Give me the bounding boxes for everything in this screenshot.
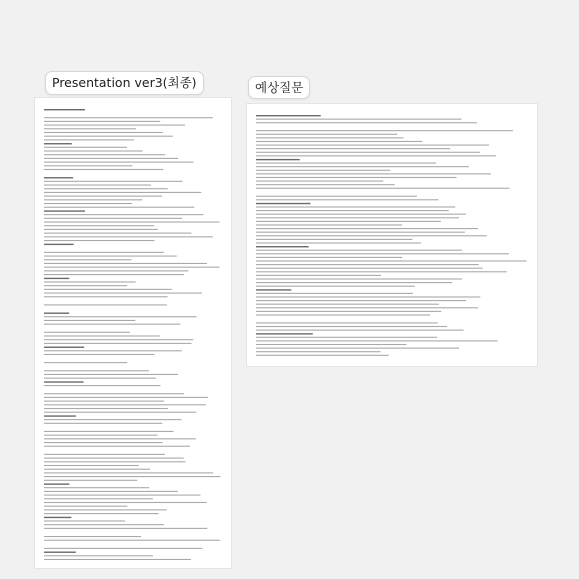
document-text-line: [44, 236, 213, 237]
document-heading-line: [256, 203, 311, 204]
document-text-line: [44, 188, 168, 189]
document-heading-line: [256, 246, 309, 247]
document-text-line: [256, 141, 422, 142]
document-text-line: [44, 343, 192, 344]
document-text-line: [44, 438, 196, 439]
document-text-line: [44, 274, 184, 275]
document-text-line: [44, 259, 132, 260]
document-text-line: [44, 304, 167, 305]
document-text-line: [44, 324, 180, 325]
frame-title-expected-questions[interactable]: 예상질문: [248, 76, 310, 99]
document-text-line: [44, 128, 136, 129]
document-heading-line: [44, 483, 69, 484]
document-text-line: [256, 163, 436, 164]
document-heading-line: [44, 415, 76, 416]
document-text-line: [256, 326, 447, 327]
document-text-line: [44, 495, 201, 496]
document-text-line: [256, 282, 452, 283]
document-text-line: [256, 304, 439, 305]
document-text-line: [256, 296, 480, 297]
document-text-line: [44, 158, 178, 159]
document-text-line: [44, 397, 208, 398]
document-heading-line: [44, 177, 73, 178]
document-text-line: [256, 224, 402, 225]
document-text-line: [44, 207, 194, 208]
document-text-line: [44, 431, 174, 432]
document-text-line: [44, 117, 213, 118]
document-text-line: [44, 435, 158, 436]
document-text-line: [256, 166, 469, 167]
document-text-line: [44, 316, 197, 317]
document-text-line: [44, 461, 186, 462]
document-text-line: [44, 555, 153, 556]
document-text-line: [256, 232, 465, 233]
document-heading-line: [44, 210, 85, 211]
document-text-line: [44, 296, 168, 297]
document-text-line: [44, 335, 160, 336]
document-text-line: [44, 548, 203, 549]
document-text-line: [44, 263, 207, 264]
document-text-line: [256, 221, 441, 222]
document-text-line: [44, 218, 182, 219]
document-text-line: [44, 480, 137, 481]
document-text-line: [44, 491, 178, 492]
document-heading-line: [44, 347, 84, 348]
document-text-line: [256, 330, 464, 331]
document-text-line: [256, 275, 381, 276]
document-text-line: [256, 348, 459, 349]
document-text-line: [256, 314, 430, 315]
document-text-line: [44, 540, 220, 541]
document-text-line: [256, 260, 527, 261]
document-text-line: [256, 351, 381, 352]
document-text-line: [44, 229, 158, 230]
document-text-line: [44, 442, 163, 443]
document-text-line: [44, 465, 139, 466]
document-text-line: [44, 196, 162, 197]
document-text-line: [44, 136, 173, 137]
document-text-line: [44, 339, 193, 340]
document-text-line: [44, 162, 194, 163]
document-text-line: [44, 184, 151, 185]
document-text-line: [44, 502, 207, 503]
document-text-line: [44, 454, 165, 455]
document-text-line: [256, 119, 461, 120]
document-text-line: [44, 354, 154, 355]
document-text-line: [256, 152, 480, 153]
document-heading-line: [256, 115, 321, 116]
document-text-line: [44, 472, 213, 473]
document-heading-line: [256, 159, 300, 160]
document-text-line: [44, 289, 172, 290]
document-text-line: [44, 476, 221, 477]
document-text-line: [44, 154, 165, 155]
document-text-line: [44, 121, 160, 122]
document-text-line: [256, 155, 496, 156]
document-text-line: [44, 446, 190, 447]
document-text-line: [256, 286, 415, 287]
document-heading-line: [256, 333, 313, 334]
frame-expected-questions-document[interactable]: [247, 104, 537, 366]
document-text-line: [44, 165, 133, 166]
document-text-line: [44, 506, 128, 507]
document-text-line: [256, 177, 457, 178]
document-heading-line: [256, 289, 291, 290]
document-text-line: [44, 423, 162, 424]
document-text-line: [256, 145, 489, 146]
document-text-line: [256, 206, 455, 207]
document-text-line: [44, 221, 220, 222]
document-text-line: [44, 267, 220, 268]
document-text-line: [44, 285, 127, 286]
document-text-line: [256, 239, 412, 240]
document-text-line: [256, 173, 491, 174]
document-heading-line: [44, 313, 69, 314]
document-text-line: [256, 250, 462, 251]
document-text-line: [44, 559, 191, 560]
document-text-line: [44, 487, 149, 488]
frame-title-presentation[interactable]: Presentation ver3(최종): [45, 71, 204, 95]
document-text-line: [256, 355, 389, 356]
document-text-line: [44, 404, 206, 405]
document-text-line: [256, 253, 509, 254]
document-text-line: [256, 181, 383, 182]
document-text-line: [256, 307, 478, 308]
document-text-line: [44, 125, 185, 126]
document-text-line: [44, 350, 182, 351]
document-text-line: [44, 169, 163, 170]
document-heading-line: [44, 552, 76, 553]
document-text-line: [44, 408, 168, 409]
document-heading-line: [44, 278, 69, 279]
document-text-line: [44, 374, 178, 375]
document-text-line: [44, 203, 132, 204]
document-text-line: [256, 148, 450, 149]
document-text-line: [44, 240, 154, 241]
document-text-line: [256, 271, 507, 272]
document-text-line: [44, 270, 188, 271]
document-text-line: [256, 337, 437, 338]
document-text-line: [44, 225, 154, 226]
document-text-lines: [35, 98, 231, 568]
document-text-line: [44, 150, 143, 151]
document-text-line: [256, 217, 459, 218]
document-text-line: [44, 520, 125, 521]
document-text-lines: [247, 104, 537, 366]
document-text-line: [44, 385, 161, 386]
document-text-line: [44, 214, 203, 215]
document-text-line: [44, 458, 184, 459]
document-text-line: [256, 214, 466, 215]
document-text-line: [44, 393, 184, 394]
document-text-line: [44, 524, 164, 525]
document-text-line: [256, 340, 498, 341]
frame-presentation-document[interactable]: [35, 98, 231, 568]
document-text-line: [44, 256, 177, 257]
document-text-line: [44, 281, 136, 282]
document-text-line: [256, 184, 395, 185]
document-text-line: [44, 362, 127, 363]
document-text-line: [44, 320, 135, 321]
document-text-line: [256, 311, 441, 312]
document-text-line: [44, 536, 141, 537]
document-text-line: [256, 257, 402, 258]
document-text-line: [256, 228, 478, 229]
document-text-line: [44, 233, 191, 234]
document-text-line: [44, 147, 127, 148]
document-text-line: [44, 509, 167, 510]
document-text-line: [256, 235, 487, 236]
document-text-line: [44, 378, 156, 379]
document-text-line: [256, 170, 390, 171]
document-text-line: [256, 196, 417, 197]
document-text-line: [44, 139, 134, 140]
document-text-line: [256, 210, 449, 211]
document-text-line: [256, 188, 510, 189]
document-text-line: [256, 134, 397, 135]
document-text-line: [256, 300, 466, 301]
document-text-line: [256, 344, 406, 345]
document-text-line: [256, 268, 483, 269]
document-text-line: [256, 278, 462, 279]
document-text-line: [256, 322, 438, 323]
document-text-line: [256, 130, 513, 131]
document-text-line: [256, 264, 479, 265]
document-text-line: [256, 242, 421, 243]
document-text-line: [256, 137, 403, 138]
document-text-line: [44, 192, 201, 193]
document-text-line: [44, 252, 164, 253]
document-heading-line: [44, 381, 84, 382]
document-text-line: [44, 332, 130, 333]
document-text-line: [44, 419, 181, 420]
document-text-line: [44, 498, 153, 499]
document-heading-line: [44, 109, 85, 110]
document-text-line: [44, 401, 164, 402]
document-text-line: [44, 370, 149, 371]
document-text-line: [44, 132, 163, 133]
document-text-line: [256, 122, 477, 123]
document-heading-line: [44, 143, 72, 144]
document-text-line: [256, 293, 413, 294]
document-heading-line: [44, 517, 71, 518]
document-text-line: [44, 412, 196, 413]
document-text-line: [44, 469, 150, 470]
document-text-line: [256, 199, 439, 200]
document-text-line: [44, 528, 207, 529]
document-text-line: [44, 293, 202, 294]
document-text-line: [44, 181, 183, 182]
document-text-line: [44, 199, 142, 200]
document-text-line: [44, 513, 159, 514]
document-heading-line: [44, 244, 74, 245]
